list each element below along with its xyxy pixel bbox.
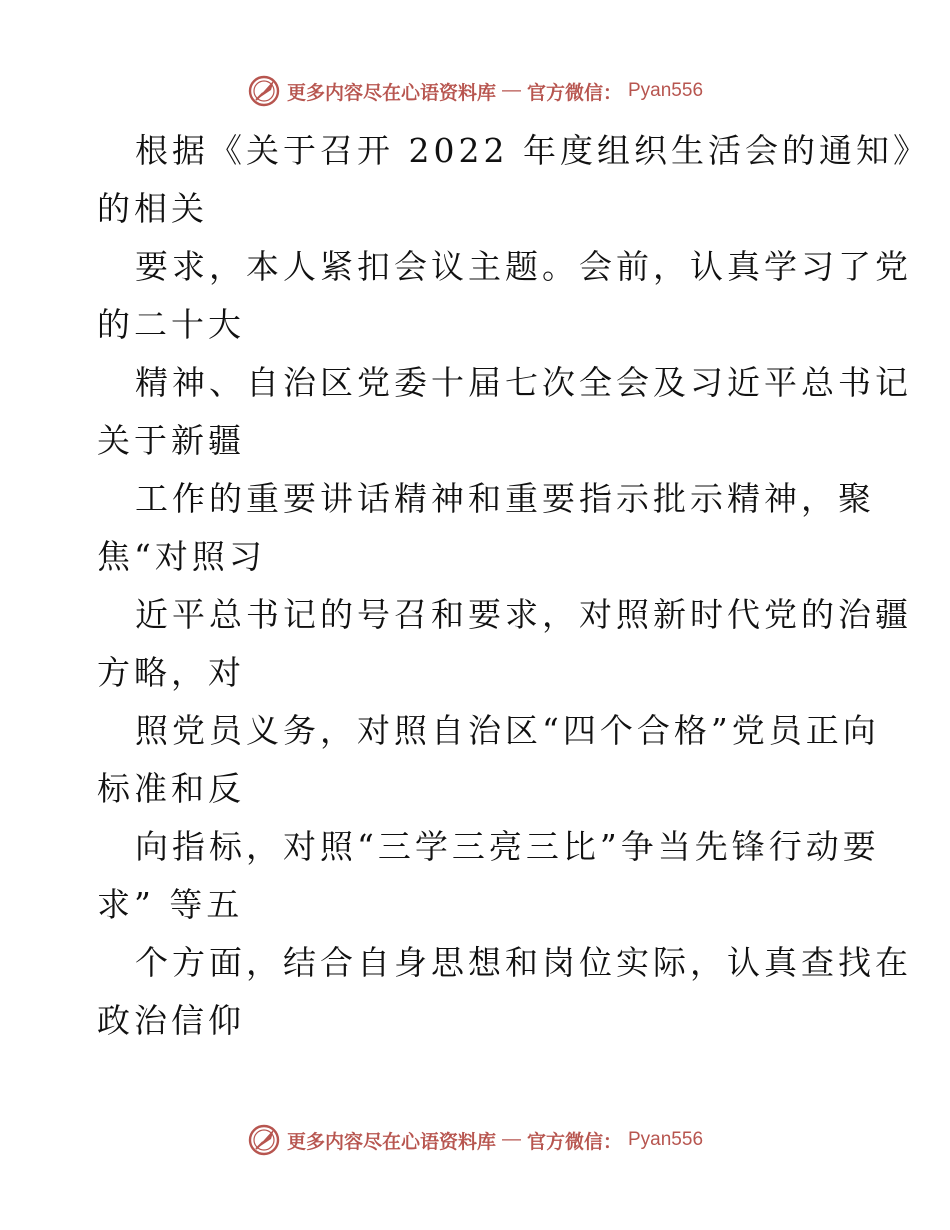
footer-dash: —: [501, 1129, 521, 1150]
text-line: 根据《关于召开 2022 年度组织生活会的通知》: [135, 131, 930, 170]
header-dash: —: [501, 80, 521, 101]
text-line: 要求，本人紧扣会议主题。会前，认真学习了党: [135, 247, 912, 286]
text-line: 标准和反: [97, 769, 245, 808]
text-line: 工作的重要讲话精神和重要指示批示精神，聚: [135, 479, 875, 518]
text-line: 求” 等五: [97, 885, 244, 924]
header-brand-text: 更多内容尽在心语资料库: [286, 81, 496, 104]
footer-watermark-inner: [247, 1123, 703, 1157]
text-line: 个方面，结合自身思想和岗位实际，认真查找在: [135, 943, 912, 982]
header-watermark-inner: [247, 74, 703, 108]
text-line: 焦“对照习: [97, 537, 266, 576]
text-line: 近平总书记的号召和要求，对照新时代党的治疆: [135, 595, 912, 634]
footer-contact-label: 官方微信：: [526, 1130, 622, 1153]
footer-watermark: [0, 1120, 950, 1160]
text-line: 关于新疆: [97, 421, 245, 460]
header-contact-id: Pyan556: [628, 80, 704, 101]
text-line: 政治信仰: [97, 1001, 245, 1040]
quill-logo-icon: [247, 74, 281, 108]
text-line: 照党员义务，对照自治区“四个合格”党员正向: [135, 711, 880, 750]
text-line: 方略，对: [97, 653, 245, 692]
header-watermark: [0, 71, 950, 111]
text-line: 的二十大: [97, 305, 245, 344]
quill-logo-icon: [247, 1123, 281, 1157]
footer-contact-id: Pyan556: [628, 1129, 704, 1150]
text-line: 的相关: [97, 189, 208, 228]
footer-brand-text: 更多内容尽在心语资料库: [286, 1130, 496, 1153]
body-text: [97, 122, 930, 1050]
text-line: 向指标，对照“三学三亮三比”争当先锋行动要: [135, 827, 880, 866]
header-contact-label: 官方微信：: [526, 81, 622, 104]
text-line: 精神、自治区党委十届七次全会及习近平总书记: [135, 363, 912, 402]
